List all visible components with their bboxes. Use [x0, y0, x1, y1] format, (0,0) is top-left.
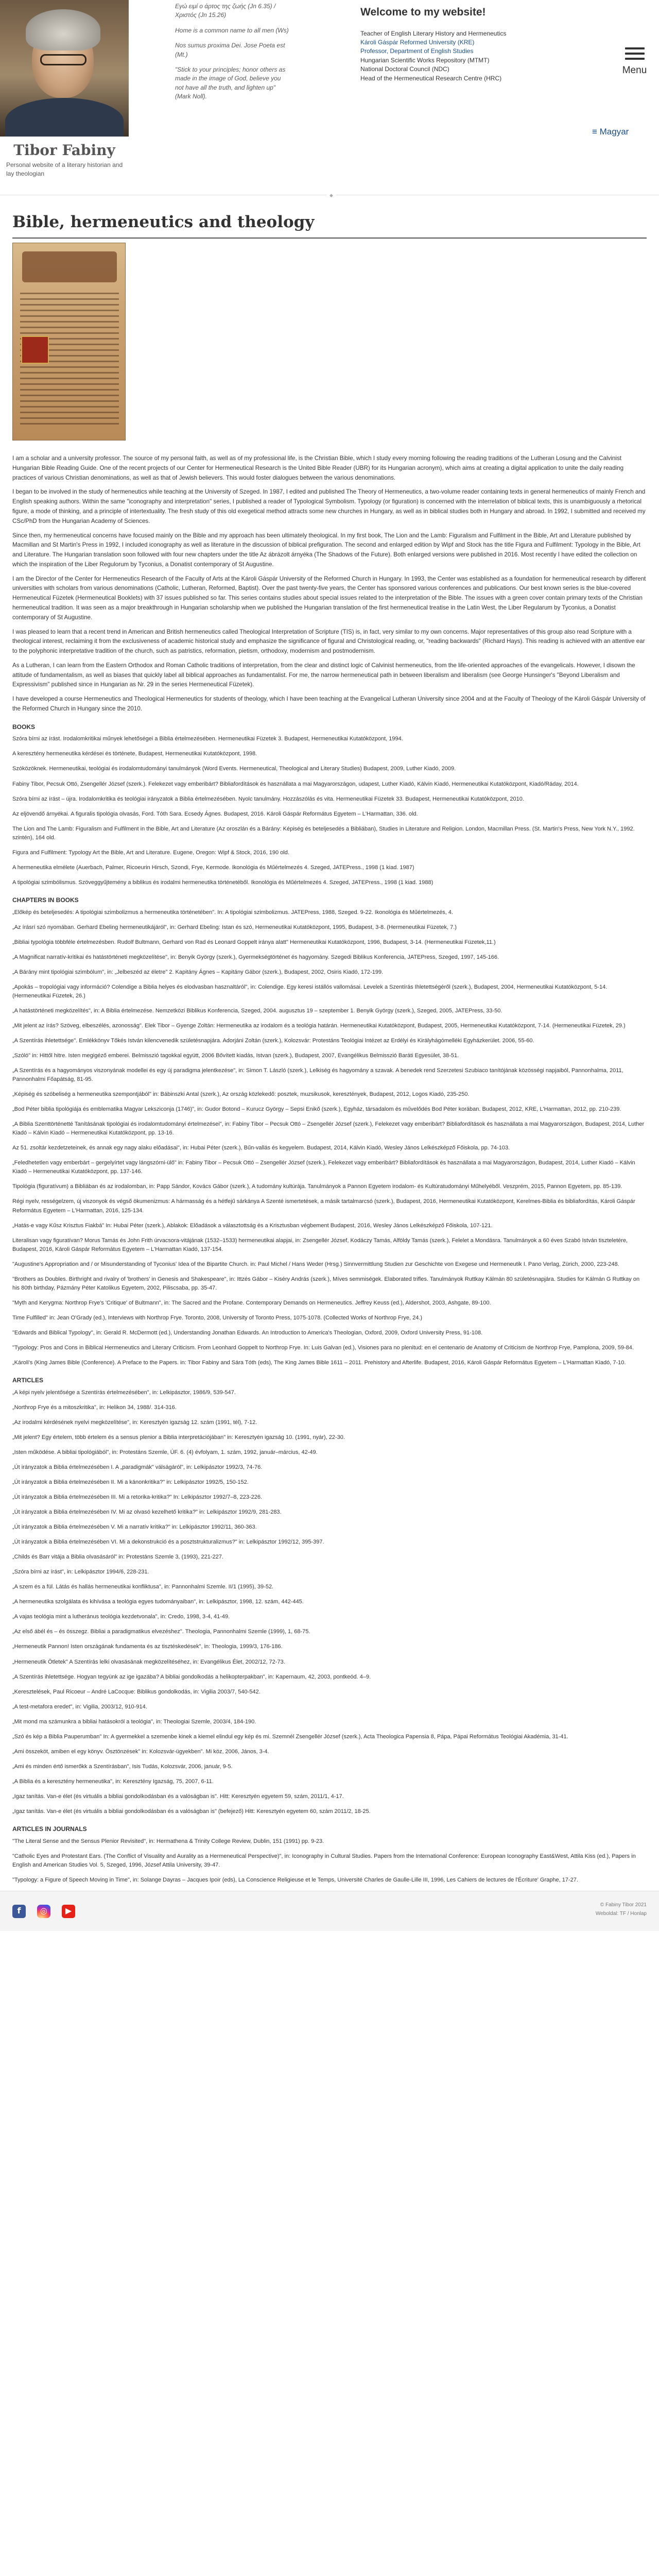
section-heading: ARTICLES IN JOURNALS [12, 1825, 87, 1833]
bibliography-entry: Fabiny Tibor, Pecsuk Ottó, Zsengellér József (szerk.). Felekezet vagy emberibárt? Bibliafordítások és használlata a mai Magyarországon, udapest, Luther Kiadó, Kálvin Kiadó, Hermeneutikai Kutatóközpont, Kiadó/Ráday, 2014. [12, 781, 579, 787]
bibliography-entry: A keresztény hermeneutika kérdései és története, Budapest, Hermeneutikai Kutatóközpont, 1998. [12, 751, 257, 757]
bibliography-entry: "Augustine's Appropriation and / or Misunderstanding of Tyconius' Idea of the Bipartite Church. in: Paul Michel / Hans Weder (Hrsg.) Sinnvermittlung Studien zur Geschichte von Exegese und Hermeneutik I. Pano Verlag, Zürich, 2000, 223-248. [12, 1261, 619, 1267]
site-footer [0, 1891, 659, 1931]
bibliography-entry: „Keresztelések, Paul Ricoeur – André LaCocque: Biblikus gondolkodás, in: Vigilia 2003/7, 540-542. [12, 1688, 261, 1695]
entry-list [12, 1388, 647, 1816]
social-links [12, 1905, 75, 1918]
bibliography-entry: „Ami összeköt, amiben el egy könyv. Ösztönzések" in: Kolozsvár-ügyekben". Mi köz, 2006, János, 3-4. [12, 1748, 269, 1755]
bibliography-entry: "Brothers as Doubles. Birthright and rivalry of 'brothers' in Genesis and Shakespeare", in: Ittzés Gábor – Kiséry András (szerk.), Míves semmiségek. Elaborated trifles. Tanulmányok Ruttkay Kálmán 80 születésnapjára. Studies for Kálmán G Ruttkay on his 80th birthday, Pázmány Péter Katolikus Egyetem, 2002, Piliscsaba, pp. 35-47. [12, 1276, 640, 1291]
intro-paragraph: I was pleased to learn that a recent trend in American and British hermeneutics called Theological Interpretation of Scripture (TIS) is, in fact, very similar to my own concerns. Major representatives of this group also read Scripture with a theological interest, reclaiming it from the exclusiveness of academic historical study and emphasize the significance of figural and Christological reading, or, "reading backwards" (Richard Hays). This reading is achieved with an attentive ear to the polyphonic interpretative tradition of the church, such as patristics, reformation, pietism, orthodoxy, modernism and postmodernism. [12, 628, 645, 655]
affiliation-item[interactable]: Professor, Department of English Studies [360, 47, 474, 55]
bibliography-entry: „Az első ábél és – és összegz. Bibliai a paradigmatikus elvezéshez". Theologia, Pannonhalmi Szemle (1999), 1, 68-75. [12, 1629, 310, 1635]
bibliography-entry: „A Biblia és a keresztény hermeneutika", in: Keresztény Igazság, 75, 2007, 6-11. [12, 1778, 214, 1785]
section-heading: ARTICLES [12, 1377, 43, 1384]
bibliography-entry: A hermeneutika elmélete (Auerbach, Palmer, Ricoeurin Hirsch, Szondi, Frye, Kermode. Ikonológia és Műértelmezés 4. Szeged, JATEPress., 1998 (1 kiad. 1987) [12, 864, 414, 871]
bibliography-entry: Time Fulfilled" in: Jean O'Grady (ed.), Interviews with Northrop Frye. Toronto, 2008, University of Toronto Press, 1075-1078. (Collected Works of Northrop Frye, 24.) [12, 1314, 423, 1321]
bibliography-entry: "The Literal Sense and the Sensus Plenior Revisited", in: Hermathena & Trinity College Review, Dublin, 151 (1991) pp. 9-23. [12, 1838, 324, 1844]
bibliography-entry: „Képiség és szóbeliség a hermeneutika szempontjából" in: Bábinszki Antal (szerk.), Az ország közlekedő: posztek, muzsikusok, keresztények, Budapest, 2012, Logos Kiadó, 235-250. [12, 1091, 470, 1098]
bibliography-entry: „Isten működése. A bibliai tipológiából", in: Protestáns Szemle, ÚF. 6. (4) évfolyam, 1. szám, 1992, január–március, 42-49. [12, 1449, 318, 1455]
bibliography-entry: „Út irányzatok a Biblia értelmezésében I. A „paradigmák" válságáról", in: Lelkipásztor 1992/3, 74-76. [12, 1464, 263, 1470]
bibliography-entry: „Mit mond ma számunkra a bibliai hatásokról a teológia", in: Theologiai Szemle, 2003/4, 184-190. [12, 1718, 256, 1725]
bibliography-entry: „A képi nyelv jelentősége a Szentírás értelmezésében", in: Lelkipásztor, 1986/9, 539-547. [12, 1389, 236, 1396]
bibliography-entry: „Northrop Frye és a mitoszkritika", in: Helikon 34, 1988/. 314-316. [12, 1404, 177, 1411]
affiliation-item: Head of the Hermeneutical Research Centre (HRC) [360, 74, 502, 82]
copyright-block [596, 1901, 647, 1918]
bibliography-entry: Literalisan vagy figuratívan? Morus Tamás és John Frith úrvacsora-vitájának (1532–1533) hermeneutikai alapjai, in: Zsengellér József, Kodáczy Tamás, Alföldy Tamás (szerk.), Felelet a Mondásra. Tanulmányok a 60 éves Szabó István tiszteletére, Budapest, 2016, Károli Gáspár Református Egyetem – L'Harmattan Kiadó, 137-154. [12, 1237, 628, 1252]
affiliation-item: National Doctoral Council (NDC) [360, 65, 449, 73]
bibliography-entry: „A hermeneutika szolgálata és kihívása a teológia egyes tudományaiban", in: Lelkipásztor, 1998, 12. szám, 442-445. [12, 1599, 304, 1605]
intro-paragraph: I am the Director of the Center for Hermeneutics Research of the Faculty of Arts at the Károli Gáspár University of the Reformed Church in Hungary. In 1993, the Center was established as a foundation for hermeneutical research by different universities with scholars from various denominations (Catholic, Lutheran, Reformed, Baptist). Over the past twenty-five years, the Center has sponsored various conferences and publications. Our best known series is the blue-covered Hermeneutical Füzetek (Hermeneutical Booklets) with 37 issues published so far. This series contains studies about special issues related to the interpretation of the Bible. The issues with a green cover contain primary texts of the Christian hermeneutical tradition. It was seen as a major breakthrough in Hungarian scholarship when we published the Hungarian translation of the first hermeneutical treatise in the Latin West, the Liber Regularum by Tyconius, a Donatist contemporary of St Augustine. [12, 575, 646, 621]
youtube-icon[interactable]: ▶ [62, 1905, 75, 1918]
intro-text [12, 454, 647, 714]
site-credit: Weboldal: TF / Honlap [595, 1910, 647, 1917]
bibliography-entry: „Igaz tanítás. Van-e élet (és virtuális a bibliai gondolkodásban és a valóságban is". Hitt: Keresztyén egyetem 59, szám, 2011/1, 4-17. [12, 1793, 344, 1800]
bibliography-entry: Az 51. zsoltár kezdetzeteinek, és annak egy nagy alaku előadásai", in: Hubai Péter (szerk.), Bűn-vallás és kegyelem. Budapest, 2014, Kálvin Kiadó, Wesley János Lelkészképző Főiskola, pp. 74-103. [12, 1145, 510, 1151]
bibliography-entry: „A Szentírás ihletettsége. Hogyan tegyünk az ige igazába? A bibliai gondolkodás a helikopterpakban", in: Kapernaum, 42, 2003, pontkeód. 4–9. [12, 1673, 371, 1680]
bibliography-entry: "Typology: Pros and Cons in Biblical Hermeneutics and Literary Criticism. From Leonhard Goppelt to Northrop Frye. In: Luis Galvan (ed.), Visiones para no plenitud: en el centenario de Anatomy of Criticism de Northrop Frye, Pamplona, 2009, 59-84. [12, 1345, 634, 1351]
bibliography-entry: "Myth and Kerygma: Northrop Frye's 'Critique' of Bultmann", in: The Sacred and the Profane. Contemporary Demands on Hermeneutics. Jeffrey Keuss (ed.), Aldershot, 2003, Ashgate, 89-100. [12, 1299, 491, 1306]
bibliography-entry: Szóra bírni az írást – újra. Irodalomkritika és teológiai irányzatok a Biblia értelmezésében. Nyolc tanulmány. Hozzászólás és vita. Hermeneutikai Füzetek 33. Budapest, Hermeneutikai Kutatóközpont, 2010. [12, 795, 524, 802]
affiliation-item: Teacher of English Literary History and Hermeneutics [360, 29, 507, 37]
quote: Nos sumus proxima Dei. Jose Poeta est (Mt.) [175, 42, 285, 58]
bibliography-entry: Figura and Fulfilment: Typology Art the Bible, Art and Literature. Eugene, Oregon: Wipf & Stock, 2016, 190 old. [12, 849, 289, 856]
quotes-block [175, 2, 291, 108]
bibliography-entry: „A hatástörténeti megközelítés", in: A Biblia értelmezése. Nemzetközi Biblikus Konferencia, Szeged, 2004. augusztus 19 – szeptember 1. Benyik György (szerk.), Szeged, 2005, JATEPress, 33-50. [12, 1007, 502, 1014]
bibliography-entry: „A Biblia Szenttörténetté Tanításának tipológiai és irodalomtudományi értelmezései", in: Fabiny Tibor – Pecsuk Ottó – Zsengellér József (szerk.), Felekezet vagy emberibárt? Bibliafordítások és használlata a mai Magyarországon, Budapest, 2014, Luther Kiadó – Kálvin Kiadó – Hermeneutikai Kutatóközpont, pp. 13-16. [12, 1121, 645, 1137]
bibliography-entry: „Károli's (King James Bible (Conference). A Preface to the Papers. in: Tibor Fabiny and Sára Tóth (eds), The King James Bible 1611 – 2011. Prehistory and Afterlife. Budapest, 2016, Károli Gáspár Református Egyetem – L'Harmattan Kiadó, 7-10. [12, 1360, 626, 1366]
bibliography-entry: „Előkép és beteljesedés: A tipológiai szimbolizmus a hermeneutika történetében". In: A tipológiai szimbolizmus. JATEPress, 1988, Szeged. 9-22. Ikonológia és Műértelmezés, 4. [12, 909, 454, 916]
main-content [0, 210, 659, 1885]
entry-list [12, 735, 647, 887]
bibliography-entry: Tipológia (figuratívum) a Bibliában és az irodalomban, in: Papp Sándor, Kovács Gábor (szerk.), A tudomány kultúrája. Tanulmányok a Pannon Egyetem irodalom- és Kultúratudományi Műhelyéből. Veszprém, 2015, Pannon Egyetem, pp. 85-139. [12, 1183, 622, 1190]
bibliography-entry: „Út irányzatok a Biblia értelmezésében III. Mi a retorika-kritika?" In: Lelkipásztor 1992/7–8, 223-226. [12, 1494, 263, 1501]
bibliography-entry: "Typology: a Figure of Speech Moving in Time", in: Solange Dayras – Jacques Ipoir (eds), La Conscience Religieuse et le Temps, Université Charles de Gaulle-Lille III, 1996, Les Cahiers de lectures de l'Écriture' Graphe, 17-27. [12, 1876, 578, 1883]
instagram-icon[interactable]: ◎ [37, 1905, 50, 1918]
title-rule [12, 238, 647, 239]
menu-button[interactable] [615, 47, 654, 78]
author-portrait[interactable] [0, 0, 129, 137]
bibliography-entry: „Hermeneutik Ötletek" A Szentírás lelki olvasásának megközelítéséhez, in: Evangélikus Élet, 2002/12, 72-73. [12, 1658, 285, 1665]
bibliography-entry: „Feledhetetlen vagy emberbárt – gergelyírtet vagy lángszórni-ülő" in: Fabiny Tibor – Pecsuk Ottó – Zsengellér József (szerk.), Felekezet vagy emberibárt? Bibliafordítások és használlata a mai Magyarországon, Budapest, 2014, Luther Kiadó – Kálvin Kiadó – Hermeneutikai Kutatóközpont, pp. 137-146. [12, 1160, 635, 1175]
hamburger-icon [625, 47, 645, 60]
quote: "Stick to your principles; honor others as made in the image of God, believe you not have all the truth, and lighten up" (Mark Noll). [175, 65, 286, 100]
bibliography-entry: „Ami és minden értő ismerőkk a Szentírásban", Isis Tudás, Kolozsvár, 2006, január, 9-5. [12, 1763, 233, 1770]
bibliography-entry: Szóra bírni az írást. Irodalomkritikai műnyek lehetőségei a Biblia értelmezésében. Hermeneutikai Füzetek 3. Budapest, Hermeneutikai Kutatóközpont, 1994. [12, 736, 403, 742]
bibliography-entry: „A Bárány mint tipológiai szimbólum", in: „Jelbeszéd az életre" 2. Kapitány Ágnes – Kapitány Gábor (szerk.), Budapest, 2002, Osiris Kiadó, 172-199. [12, 969, 384, 975]
intro-paragraph: I began to be involved in the study of hermeneutics while teaching at the University of Szeged. In 1987, I edited and published The Theory of Hermeneutics, a two-volume reader containing texts in general hermeneutics of mainly French and English speaking authors. Within the same "iconography and interpretation" series, I published a reader of Typological Symbolism. Typology (or figuration) is concerned with the interrelation of biblical texts, this is unambiguously a rhetorical figure, a mode of thinking, and a principle of intertextuality. The fresh study of this old exegetical method attracts some new churches in Hungary, as well as in biblical studies both in Hungary and abroad. In 1992, I submitted and received my CSc/PhD from the Hungarian Academy of Sciences. [12, 488, 646, 524]
bibliography-entry: "Edwards and Biblical Typology", in: Gerald R. McDermott (ed.), Understanding Jonathan Edwards. An Introduction to America's Theologian, Oxford, 2009, Oxford University Press, 91-108. [12, 1329, 483, 1336]
bibliography-entry: „Szó és kép a Biblia Pauperumban" In: A gyermekkel a szemenbe kinek a kiemel elindul egy kép és mi. Szemnél Zsengellér József (szerk.), Acta Theologica Papensia 8, Pápa, Pápai Református Teológiai Akadémia, 31-41. [12, 1733, 568, 1740]
divider-ornament: ◆ [326, 193, 336, 198]
bibliography-entry: „Mit jelent az írás? Szöveg, elbeszélés, azonosság". Elek Tibor – Gyenge Zoltán: Hermeneutika az irodalom és a teológia határán. Hermeneutikai Kutatóközpont, Budapest, 2005, Hermeneutikai Kutatóközpont, 7-14. (Hermeneutikai Füzetek, 29.) [12, 1022, 626, 1029]
bibliography-entry: "Catholic Eyes and Protestant Ears. (The Conflict of Visuality and Aurality as a Hermeneutical Perspective)", in: Iconography in Cultural Studies. Papers from the International Conference: European Iconography East&West, Attila Kiss (ed.), Papers in English and American Studies Vol. 5, Szeged, 1996, József Attila University, 39-47. [12, 1853, 636, 1868]
page-title: Bible, hermeneutics and theology [12, 213, 315, 231]
menu-label: Menu [622, 65, 647, 76]
quote: Εγώ ειμί ο άρτος της ζωής (Jn 6.35) / Χριστός (Jn 15.26) [175, 3, 276, 19]
affiliation-item: Hungarian Scientific Works Repository (MTMT) [360, 56, 490, 64]
affiliation-item[interactable]: Károli Gáspár Reformed University (KRE) [360, 38, 475, 46]
bibliography-entry: „Út irányzatok a Biblia értelmezésében V. Mi a narratív kritika?" in: Lelkipásztor 1992/11, 360-363. [12, 1524, 257, 1531]
bibliography-entry: „Hatás-e vagy Kűsz Krisztus Fiakbá" In: Hubai Péter (szerk.), Ablakok: Előadások a választottság és a Krisztusban végbement Budapest, 2016, Wesley János Lelkészképző Főiskola, 107-121. [12, 1222, 493, 1229]
intro-paragraph: I am a scholar and a university professor. The source of my personal faith, as well as of my professional life, is the Christian Bible, which I study every morning following the reading traditions of the Lutheran Losung and the Calvinist Hungarian Bible Reading Guide. One of the recent projects of our Center for Hermeneutical Research is the United Bible Reader (UBR) for its Hungarian acronym), which aims at creating a digital application to unite the daily reading practices of various Christian denominations, as well as that of Jewish believers. This would foster dialogues between the various denominations. [12, 455, 624, 481]
bibliography-entry: „Út irányzatok a Biblia értelmezésében VI. Mi a dekonstrukció és a posztstrukturalizmus?" in: Lelkipásztor 1992/12, 395-397. [12, 1539, 324, 1546]
bibliography-entry: „Az írásrí szó nyomában. Gerhard Ebeling hermeneutikájáról", in: Gerhard Ebeling: Istan és szó, Hermeneutikai Kutatóközpont, 1995, Budapest, 3-8. (Hermeneutikai Füzetek, 7.) [12, 924, 457, 930]
bibliography-entry: „Út irányzatok a Biblia értelmezésében II. Mi a kánonkritika?" in: Lelkipásztor 1992/5, 150-152. [12, 1479, 249, 1485]
bibliography-entry: Régi nyelv, rességelzem, új viszonyok és végső ökumenizmus: A hármasság és a hétfejű sárkánya A Szenté ismertetések, a másik tartalmarcsó (szerk.), Budapest, 2016, Hermeneutikai Kutatóközpont, Kerelmes-Biblia és bibliafordítás, Károli Gáspár Református Egyetem – L'Harmattan, 2016, 125-134. [12, 1198, 635, 1214]
header-divider [0, 193, 659, 198]
welcome-panel [360, 4, 577, 83]
bibliography-entry: „A Szentírás és a hagyományos viszonyának modellei és egy új paradigma jelentkezése", in: Simon T. László (szerk.), Lelkiség és hagyomány a szavak. A benedek rend Szerzetesi Szubiaco tanítójának közösségi napjaiból, Pannonhalma, 2011, Pannonhalmi Főapátság, 81-95. [12, 1067, 623, 1083]
bibliography-entry: „Bod Péter biblia tipológiája és emblematika Magyar Leksziconja (1746)", in: Gudor Botond – Kurucz György – Sepsi Enikő (szerk.), Egyház, társadalom és művelődés Bod Péter korában. Budapest, 2012, KRE, L'Harmattan, 2012, pp. 210-239. [12, 1106, 621, 1113]
bibliography-entry: „Igaz tanítás. Van-e élet (és virtuális a bibliai gondolkodásban és a valóságban is" (befejező) Hitt: Keresztyén egyetem 60, szám 2011/2, 18-25. [12, 1808, 371, 1815]
bibliography-entry: „A vajas teológia mint a lutheránus teológia kezdetvonala", in: Credo, 1998, 3-4, 41-49. [12, 1614, 230, 1620]
manuscript-image [12, 243, 126, 440]
bibliography-entry: „Bibliai typológia többféle értelmezésben. Rudolf Bultmann, Gerhard von Rad és Leonard Goppelt iránya alatt" Hermeneutikai Kutatóközpont, 1996, Budapest, 3-14. (Hermeneutikai Füzetek,11.) [12, 939, 496, 945]
bibliography-entry: Szóközöknek. Hermeneutikai, teológiai és irodalomtudományi tanulmányok (Word Events. Hermeneutical, Theological and Literary Studies) Budapest, 2009, Luther Kiadó, 2009. [12, 766, 456, 772]
bibliography-entry: „Apokás – tropológiai vagy információ? Colendige a Biblia helyes és elodvasban hasznaltáról", in: Colendige. Egy keresi istállós vallomásai. Levelek a Szentírás Ihletettségéről (szerk.), Budapest, 2004, Hermeneutikai Kutatóközpont, 5-14. (Hermeneutikai Füzetek, 26.) [12, 984, 608, 999]
bibliography-entry: „A Magnificat narratív-kritikai és hatástörténeti megközelítése", in: Benyik György (szerk.), Gyermekségtörténet és hagyomány. Szegedi Biblikus Konferencia, JATEPress, Szeged, 1997, 145-166. [12, 954, 499, 960]
bibliography-entry: „Mit jelent? Egy értelem, több értelem és a sensus plenior a Biblia interpretációjában" in: Keresztyén igazság 10. (1991, nyár), 22-30. [12, 1434, 345, 1440]
bibliography-entry: „Childs és Barr vitája a Biblia olvasásáról" in: Protestáns Szemle 3, (1993), 221-227. [12, 1554, 223, 1561]
intro-paragraph: I have developed a course Hermeneutics and Theological Hermeneutics for students of theology, which I have been teaching at the Evangelical Lutheran University since 2004 and at the Faculty of Theology of the Károli Gáspár University of the Reformed Church in Hungary since the 2010. [12, 696, 646, 713]
bibliography-entry: „A test-metafora eredet", in: Vigilia, 2003/12, 910-914. [12, 1703, 147, 1710]
entry-list [12, 1837, 647, 1885]
site-name[interactable]: Tibor Fabiny [13, 142, 115, 159]
bibliography-entry: The Lion and The Lamb: Figuralism and Fulfilment in the Bible, Art and Literature (Az oroszlán és a Bárány: Képiség és beteljesedés a Bibliában), Studies in Literature and Religion. London, Macmillan Press. (St. Martin's Press, New York N.Y., 1992. szintén), 164 old. [12, 825, 635, 841]
bibliography-entry: Az eljövendő árnyékai. A figuralis tipológia olvasás, Ford. Tóth Sara. Ecsedy Ágnes. Budapest, 2016. Károli Gáspár Református Egyetem – L'Harmattan, 336. old. [12, 810, 418, 817]
site-header [0, 0, 659, 198]
bibliography-entry: „Szóra bírni az írást", in: Lelkipásztor 1994/6, 228-231. [12, 1569, 149, 1575]
bibliography-entry: A tipológiai szimbólismus. Szöveggyűjtemény a biblikus és irodalmi hermeneutika történetéből. Ikonológia és Műértelmezés 4. Szeged, JATEPress., 1998 (1 kiad. 1988) [12, 879, 433, 886]
section-heading: BOOKS [12, 723, 36, 731]
section-heading: CHAPTERS IN BOOKS [12, 896, 79, 904]
intro-paragraph: Since then, my hermeneutical concerns have focused mainly on the Bible and my approach has been ultimately theological. In my first book, The Lion and the Lamb: Figuralism and Fulfilment in the Bible, Art and Literature published by Macmillan and St Martin's Press in 1992, I included iconography as well as literature in the discussion of biblical prefiguration. The second and enlarged edition by Wipf and Stock has the title Figura and Fulfilment: Typology in the Bible, Art and Literature. The Hungarian translation soon followed with four new chapters under the title Az ábrázolt árnyéka (The Shadows of the Future). Both enlarged versions were published in 2016. Most recently I have edited the collection on which the inspiration of the Liber Regulorum by Tyconius, a Donatist contemporary of St Augustine. [12, 532, 640, 568]
bibliography-entry: „A szem és a fül. Látás és hallás hermeneutikai konfliktusa", in: Pannonhalmi Szemle. II/1 (1995), 39-52. [12, 1584, 274, 1590]
bibliography-entry: „Út irányzatok a Biblia értelmezésében IV. Mi az olvasó kezelhető kritika?" in: Lelkipásztor 1992/9, 281-283. [12, 1509, 282, 1516]
bibliography-entry: „Az irodalmi kérdésének nyelvi megközelítése", in: Keresztyén igazság 12. szám (1991, tél), 7-12. [12, 1419, 257, 1426]
welcome-title: Welcome to my website! [360, 6, 486, 18]
bibliography-entry: „Hermeneutik Pannon! Isten országának fundamenta és az tisztéskedések", in: Theologia, 1999/3, 176-186. [12, 1643, 283, 1650]
facebook-icon[interactable]: f [12, 1905, 26, 1918]
quote: Home is a common name to all men (Ws) [175, 26, 289, 34]
intro-paragraph: As a Lutheran, I can learn from the Eastern Orthodox and Roman Catholic traditions of interpretation, from the clear and distinct logic of Calvinist hermeneutics, from the life-oriented approaches of the evangelicals. However, I disown the attitude of fundamentalism, as well as biases that quickly label all biblical approaches as fundamentalist. For me, the narrow hermeneutical path in between liberalism and liberalism (see George Hunsinger's "Beyond Liberalism and Expressivism" published since in Hungarian as Nr. 29 in the series Hermeneutical Füzetek). [12, 662, 635, 688]
bibliography [12, 722, 647, 1885]
affiliation-list [360, 29, 577, 83]
language-switch-link[interactable]: ≡ Magyar [592, 127, 629, 137]
entry-list [12, 908, 647, 1368]
copyright-text: © Fabiny Tibor 2021 [600, 1902, 647, 1908]
bibliography-entry: „A Szentírás ihletettsége". Emlékkönyv Tőkés István kilencvenedik születésnapjára. Adorjáni Zoltán (szerk.), Kolozsvár: Protestáns Teológiai Intézet az Erdélyi és Királyhágómelléki Egyházkerület. 2006, 55-60. [12, 1037, 534, 1044]
site-description: Personal website of a literary historian and lay theologian [6, 161, 123, 177]
bibliography-entry: „Szóló" in: Hittől hitre. Isten megigéző emberei. Belmisszió tagokkal együtt, 2006 Bővített kiadás, Istvan (szerk.), Budapest, 2007, Evangélikus Belmisszió Baráti Egyesület, 38-51. [12, 1052, 459, 1059]
